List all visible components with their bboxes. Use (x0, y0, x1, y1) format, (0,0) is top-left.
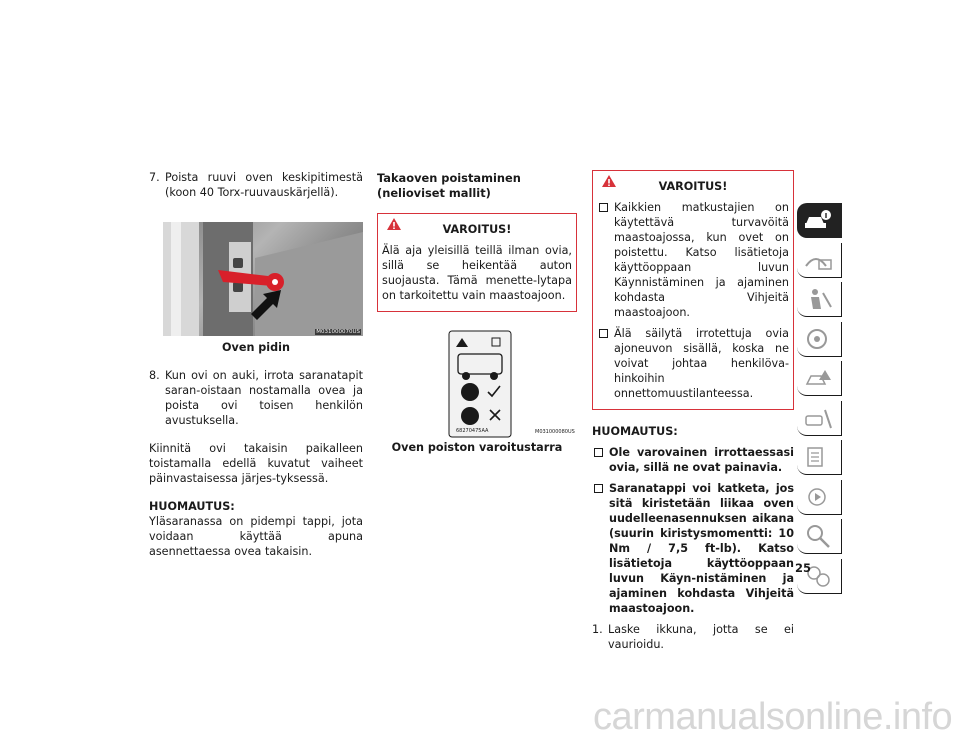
tab-safety[interactable] (797, 282, 842, 317)
checklist-icon (803, 443, 835, 471)
step-7-number: 7. (149, 171, 160, 184)
door-holder-photo (163, 222, 363, 336)
steering-wheel-icon (803, 325, 835, 353)
door-removal-warning-label (448, 330, 575, 440)
step-8 (149, 368, 363, 428)
step-1-text: Laske ikkuna, jotta se ei vaurioidu. (608, 623, 794, 651)
step-7-text: Poista ruuvi oven keskipitimestä (koon 40 Torx-ruuvauskärjellä). (165, 171, 363, 199)
tab-getting-to-know-vehicle[interactable] (797, 243, 842, 278)
step-1-number: 1. (592, 623, 603, 636)
step-8-text: Kun ovi on auki, irrota saranatapit saran-oistaan nostamalla ovea ja poista ovi toisen henkilön avustuksella. (165, 369, 363, 427)
warning-header (382, 214, 572, 243)
car-crash-warning-icon (803, 364, 835, 392)
watermark-text: carmanualsonline.info (593, 696, 953, 738)
door-holder-caption: Oven pidin (222, 341, 290, 354)
warning-text: Älä aja yleisillä teillä ilman ovia, sillä se heikentää auton suojausta. Tämä menette-lytapa on tarkoitettu vain maastoajoon. (382, 244, 572, 302)
warning-title: VAROITUS! (658, 180, 728, 193)
warning-box-passengers (592, 170, 794, 410)
bullet-box-icon (594, 484, 603, 493)
door-holder-photo-code: M031000070US (316, 329, 360, 335)
note-item-text: Saranatappi voi katketa, jos sitä kiristetään liikaa oven uudelleenasennuksen aikana (suurin kiristysmomentti: 10 Nm / 7,5 ft-lb). Katso lisätietoja käyttöoppaan luvun Käyn-nistäminen ja ajaminen kohdasta Vihjeitä maastoajoon. (609, 482, 794, 615)
tab-in-case-of-emergency[interactable] (797, 361, 842, 396)
note-text: Yläsaranassa on pidempi tappi, jota voidaan käyttää apuna asennettaessa ovea takaisin. (149, 515, 363, 558)
car-service-wrench-icon (803, 404, 835, 432)
dashboard-message-icon (803, 246, 835, 274)
warning-title: VAROITUS! (442, 223, 512, 236)
tab-introduction[interactable] (797, 203, 842, 238)
magnifier-search-icon (803, 522, 835, 550)
warning-box-driving (377, 213, 577, 312)
bullet-box-icon (594, 448, 603, 457)
tab-servicing-and-maintenance[interactable] (797, 401, 842, 436)
warning-label-caption: Oven poiston varoitustarra (391, 441, 563, 454)
door-holder-photo-drawing (163, 222, 363, 336)
note-label: HUOMAUTUS: (592, 425, 678, 438)
page-number: 25 (795, 561, 812, 575)
warning-label-drawing (448, 330, 535, 440)
label-part-code: 68270475AA (456, 428, 489, 434)
step-7 (149, 170, 363, 200)
warning-item (597, 326, 789, 401)
bullet-box-icon (599, 203, 608, 212)
step-8-number: 8. (149, 369, 160, 382)
note-item (592, 445, 794, 475)
seat-safety-icon (803, 285, 835, 313)
left-column (149, 170, 363, 559)
multimedia-icon (803, 483, 835, 511)
car-info-icon (803, 206, 835, 234)
warning-item (597, 200, 789, 320)
note-item-text: Ole varovainen irrottaessasi ovia, sillä ne ovat painavia. (609, 446, 794, 474)
section-heading: Takaoven poistaminen (nelioviset mallit) (377, 171, 521, 200)
tab-multimedia[interactable] (797, 480, 842, 515)
right-column (592, 170, 794, 652)
illustration-code: M031000080US (535, 429, 575, 435)
warning-header (597, 171, 789, 200)
note-label: HUOMAUTUS: (149, 500, 235, 513)
note-item (592, 481, 794, 616)
tab-starting-and-operating[interactable] (797, 322, 842, 357)
tab-customer-assistance[interactable] (797, 519, 842, 554)
tab-technical-specifications[interactable] (797, 440, 842, 475)
chapter-tabs (797, 203, 842, 598)
warning-item-text: Älä säilytä irrotettuja ovia ajoneuvon sisällä, koska ne voivat johtaa henkilöva-hinkoihin onnettomuustilanteessa. (614, 327, 789, 400)
middle-column (377, 170, 577, 455)
step-1 (592, 622, 794, 652)
warning-item-text: Kaikkien matkustajien on käytettävä turvavöitä maastoajossa, kun ovet on poistettu. Katso lisätietoja käyttöoppaan luvun Käynnistäminen ja ajaminen kohdasta Vihjeitä maastoajoon. (614, 201, 789, 319)
reinstall-paragraph: Kiinnitä ovi takaisin paikalleen toistamalla edellä kuvatut vaiheet päinvastaisessa järjes-tyksessä. (149, 442, 363, 485)
bullet-box-icon (599, 329, 608, 338)
